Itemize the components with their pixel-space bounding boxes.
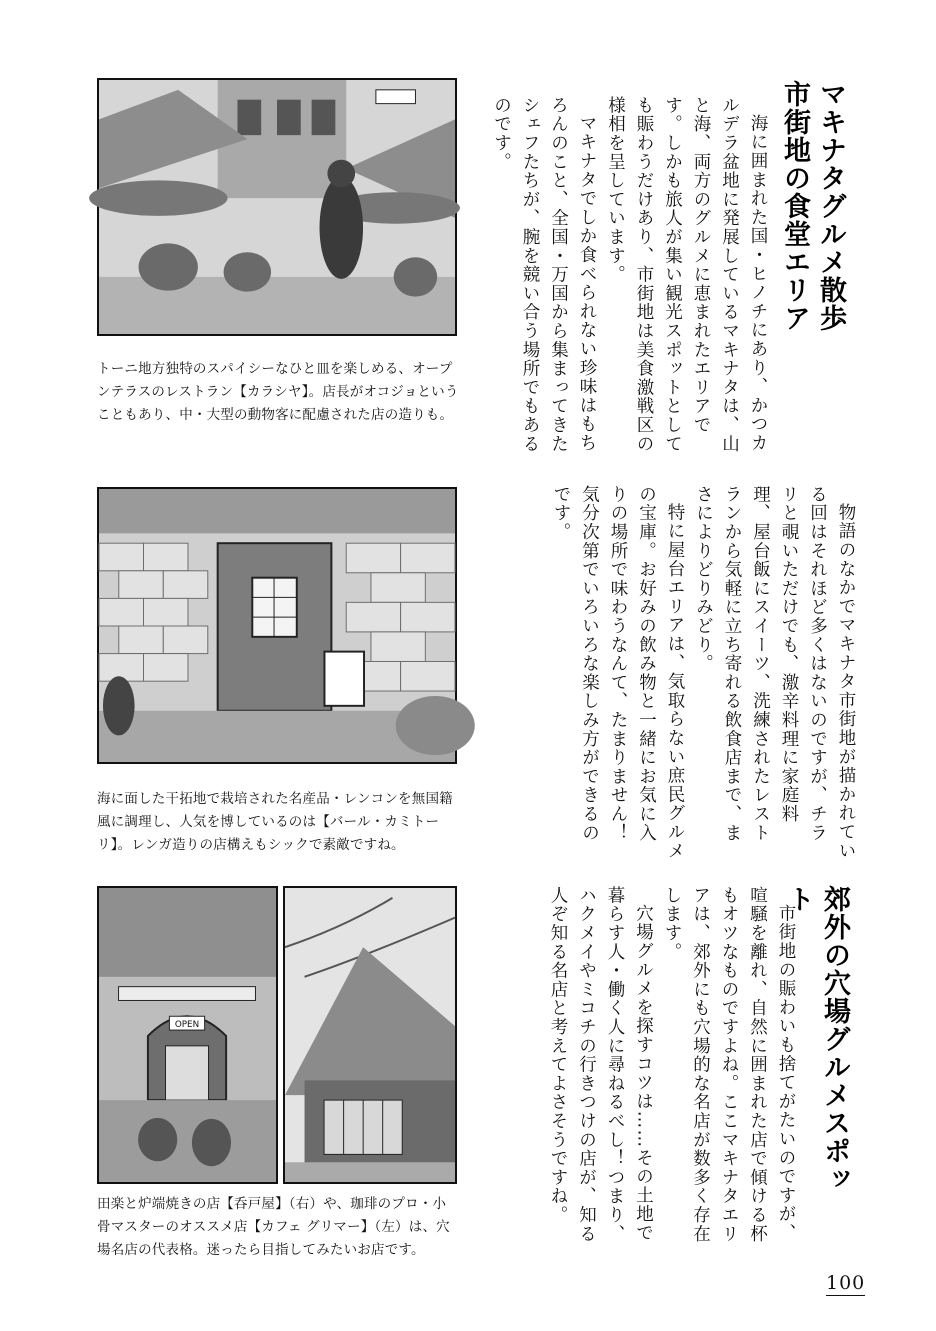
page-number: 100 — [826, 1272, 866, 1294]
section2-body — [490, 886, 800, 1252]
illustration-bar-kamitori — [97, 487, 457, 764]
section2-paragraph-1: 市街地の賑わいも捨てがたいのですが、喧騒を離れ、自然に囲まれた店で傾ける杯もオツなものですよね。ここマキナタエリアは、郊外にも穴場的な名店が数多く存在します。 — [662, 886, 796, 1244]
open-sign-text: OPEN — [174, 1020, 200, 1031]
illustration-cafe-glimmer — [97, 886, 278, 1184]
section1-body-middle — [490, 485, 860, 860]
section1-paragraph-1: 海に囲まれた国・ヒノチにあり、かつカルデラ盆地に発展しているマキナタは、山と海、両方のグルメに恵まれたエリアです。しかも旅人が集い観光スポットとしても賑わうだけあり、市街地は美食激戦区の様相を呈しています。 — [605, 96, 768, 454]
caption-bar-kamitori: 海に面した干拓地で栽培された名産品・レンコンを無国籍風に調理し、人気を博しているのは【バール・カミトーリ】。レンガ造りの店構えもシックで素敵ですね。 — [97, 791, 453, 853]
section2-paragraph-2: 穴場グルメを探すコツは……その土地で暮らす人・働く人に尋ねるべし！つまり、ハクメイやミコチの行きつけの店が、知る人ぞ知る名店と考えてよさそうですね。 — [548, 886, 654, 1244]
illustration-nondoya — [283, 886, 457, 1184]
section1-paragraph-2: マキナタでしか食べられない珍味はもちろんのこと、全国・万国から集まってきたシェフたちが、腕を競い合う場所でもあるのです。 — [491, 96, 597, 454]
illustration-karashiya — [97, 78, 457, 336]
section1-paragraph-3: 物語のなかでマキナタ市街地が描かれている回はそれほど多くはないのですが、チラリと覗いただけでも、激辛料理に家庭料理、屋台飯にスイーツ、洗練されたレストランから気軽に立ち寄れる飲食店まで、まさによりどりみどり。 — [693, 485, 856, 860]
section1-paragraph-4: 特に屋台エリアは、気取らない庶民グルメの宝庫。お好みの飲み物と一緒にお気に入りの場所で味わうなんて、たまりません！ 気分次第でいろいろな楽しみ方ができるのです。 — [551, 485, 685, 862]
caption-karashiya: トーニ地方独特のスパイシーなひと皿を楽しめる、オープンテラスのレストラン【カラシヤ】。店長がオコジョということもあり、中・大型の動物客に配慮された店の造りも。 — [97, 361, 459, 423]
caption-nondoya-cafe: 田楽と炉端焼きの店【呑戸屋】（右）や、珈琲のプロ・小骨マスターのオススメ店【カフェ グリマー】（左）は、穴場名店の代表格。迷ったら目指してみたいお店です。 — [97, 1196, 450, 1258]
section2-heading: 郊外の穴場グルメスポット — [783, 885, 850, 1193]
section1-heading: マキナタグルメ散歩 市街地の食堂エリア — [779, 80, 846, 332]
section1-body-top — [490, 96, 772, 458]
